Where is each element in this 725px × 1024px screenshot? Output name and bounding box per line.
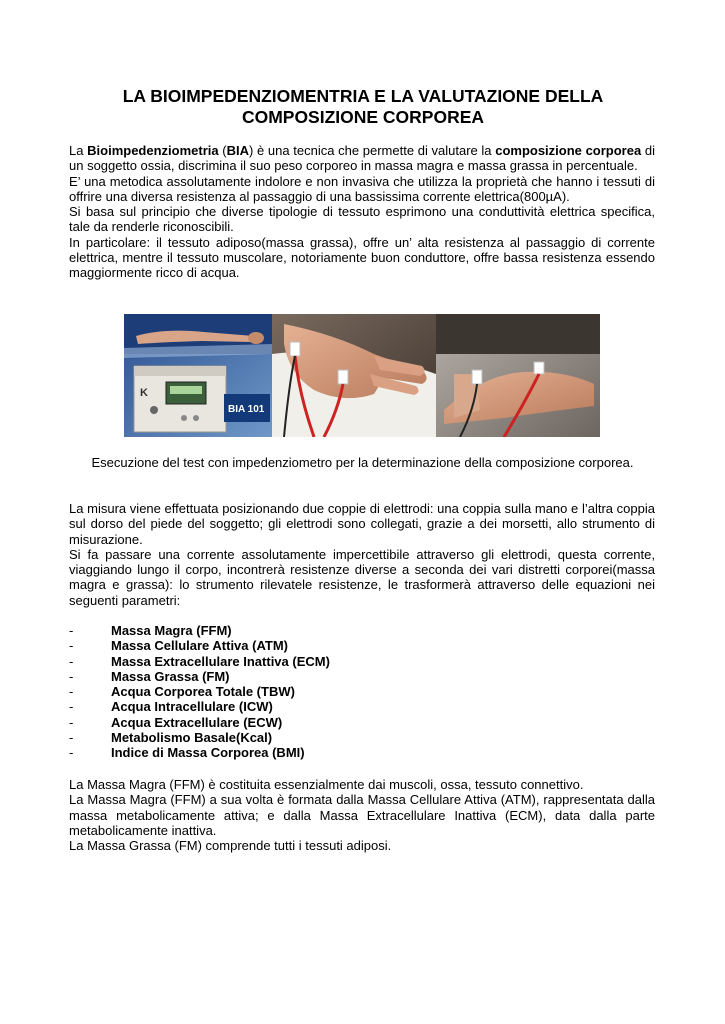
list-item bbox=[69, 638, 655, 653]
device-brand-mark: K bbox=[140, 387, 148, 399]
bia-test-photo bbox=[124, 314, 600, 437]
list-dash: - bbox=[69, 730, 74, 746]
closing-paragraph-3: La Massa Grassa (FM) comprende tutti i tessuti adiposi. bbox=[69, 838, 392, 854]
list-item bbox=[69, 654, 655, 669]
intro-text: di un soggetto ossia, discrimina il suo peso corporeo in massa magra e massa grassa in percentuale. bbox=[69, 143, 655, 174]
list-dash: - bbox=[69, 684, 74, 700]
parameter-label: Acqua Intracellulare (ICW) bbox=[111, 699, 273, 715]
list-item bbox=[69, 623, 655, 638]
term-bioimpedenziometria: Bioimpedenziometria bbox=[87, 143, 219, 158]
page-title: LA BIOIMPEDENZIOMENTRIA E LA VALUTAZIONE DELLA COMPOSIZIONE CORPOREA bbox=[122, 86, 604, 127]
parameter-label: Metabolismo Basale(Kcal) bbox=[111, 730, 273, 746]
list-item bbox=[69, 730, 655, 745]
closing-paragraph-1: La Massa Magra (FFM) è costituita essenzialmente dai muscoli, ossa, tessuto connettivo. bbox=[69, 777, 584, 792]
intro-text: ( bbox=[218, 143, 227, 158]
parameter-label: Acqua Corporea Totale (TBW) bbox=[111, 684, 295, 700]
parameter-label: Indice di Massa Corporea (BMI) bbox=[111, 745, 305, 761]
list-item bbox=[69, 699, 655, 714]
list-dash: - bbox=[69, 653, 74, 669]
intro-paragraph-1 bbox=[69, 143, 655, 174]
parameter-label: Massa Cellulare Attiva (ATM) bbox=[111, 638, 288, 654]
measure-paragraph-1: La misura viene effettuata posizionando due coppie di elettrodi: una coppia sulla mano e l’altra coppia sul dorso del piede del soggetto; gli elettrodi sono collegati, grazie a dei morsetti, allo strumento di misurazione. bbox=[69, 501, 655, 547]
list-dash: - bbox=[69, 638, 74, 654]
device-label: BIA 101 bbox=[228, 404, 265, 415]
list-item bbox=[69, 745, 655, 760]
measure-paragraph-2: Si fa passare una corrente assolutamente impercettibile attraverso gli elettrodi, questa corrente, viaggiando lungo il corpo, incontrerà resistenze diverse a seconda dei vari distretti corporei(massa magra e grassa): lo strumento rilevatele resistenze, le trasformerà attraverso delle equazioni nei seguenti parametri: bbox=[69, 546, 655, 608]
closing-section bbox=[69, 777, 655, 853]
list-dash: - bbox=[69, 623, 74, 638]
figure-caption: Esecuzione del test con impedenziometro per la determinazione della composizione corporea. bbox=[91, 455, 634, 470]
list-dash: - bbox=[69, 699, 74, 715]
intro-paragraph-2: E’ una metodica assolutamente indolore e non invasiva che utilizza la proprietà che hanno i tessuti di offrire una diversa resistenza al passaggio di una bassissima corrente elettrica(800µA). bbox=[69, 173, 655, 204]
list-dash: - bbox=[69, 745, 74, 761]
measure-section bbox=[69, 501, 655, 608]
parameter-label: Massa Magra (FFM) bbox=[111, 623, 232, 638]
intro-text: ) è una tecnica che permette di valutare la bbox=[249, 143, 496, 158]
list-item bbox=[69, 684, 655, 699]
intro-section bbox=[69, 143, 655, 281]
list-item bbox=[69, 669, 655, 684]
list-dash: - bbox=[69, 668, 74, 684]
list-dash: - bbox=[69, 714, 74, 730]
parameter-label: Acqua Extracellulare (ECW) bbox=[111, 714, 283, 730]
intro-paragraph-3: Si basa sul principio che diverse tipologie di tessuto esprimono una conduttività elettrica specifica, tale da renderle riconoscibili. bbox=[69, 204, 655, 235]
list-item bbox=[69, 715, 655, 730]
term-bia: BIA bbox=[226, 143, 249, 158]
intro-paragraph-4: In particolare: il tessuto adiposo(massa grassa), offre un’ alta resistenza al passaggio di corrente elettrica, mentre il tessuto muscolare, notoriamente buon conduttore, offre bassa resistenza essendo maggiormente ricco di acqua. bbox=[69, 234, 655, 281]
parameter-label: Massa Extracellulare Inattiva (ECM) bbox=[111, 653, 330, 669]
intro-text: La bbox=[69, 143, 88, 158]
parameter-label: Massa Grassa (FM) bbox=[111, 668, 230, 684]
closing-paragraph-2: La Massa Magra (FFM) a sua volta è formata dalla Massa Cellulare Attiva (ATM), rappresentata dalla massa metabolicamente attiva; e dalla Massa Extracellulare Inattiva (ECM), data dalla parte metabolicamente inattiva. bbox=[69, 792, 655, 838]
photo-collage bbox=[124, 314, 600, 437]
term-composizione-corporea: composizione corporea bbox=[495, 143, 642, 158]
parameters-list bbox=[69, 623, 655, 761]
